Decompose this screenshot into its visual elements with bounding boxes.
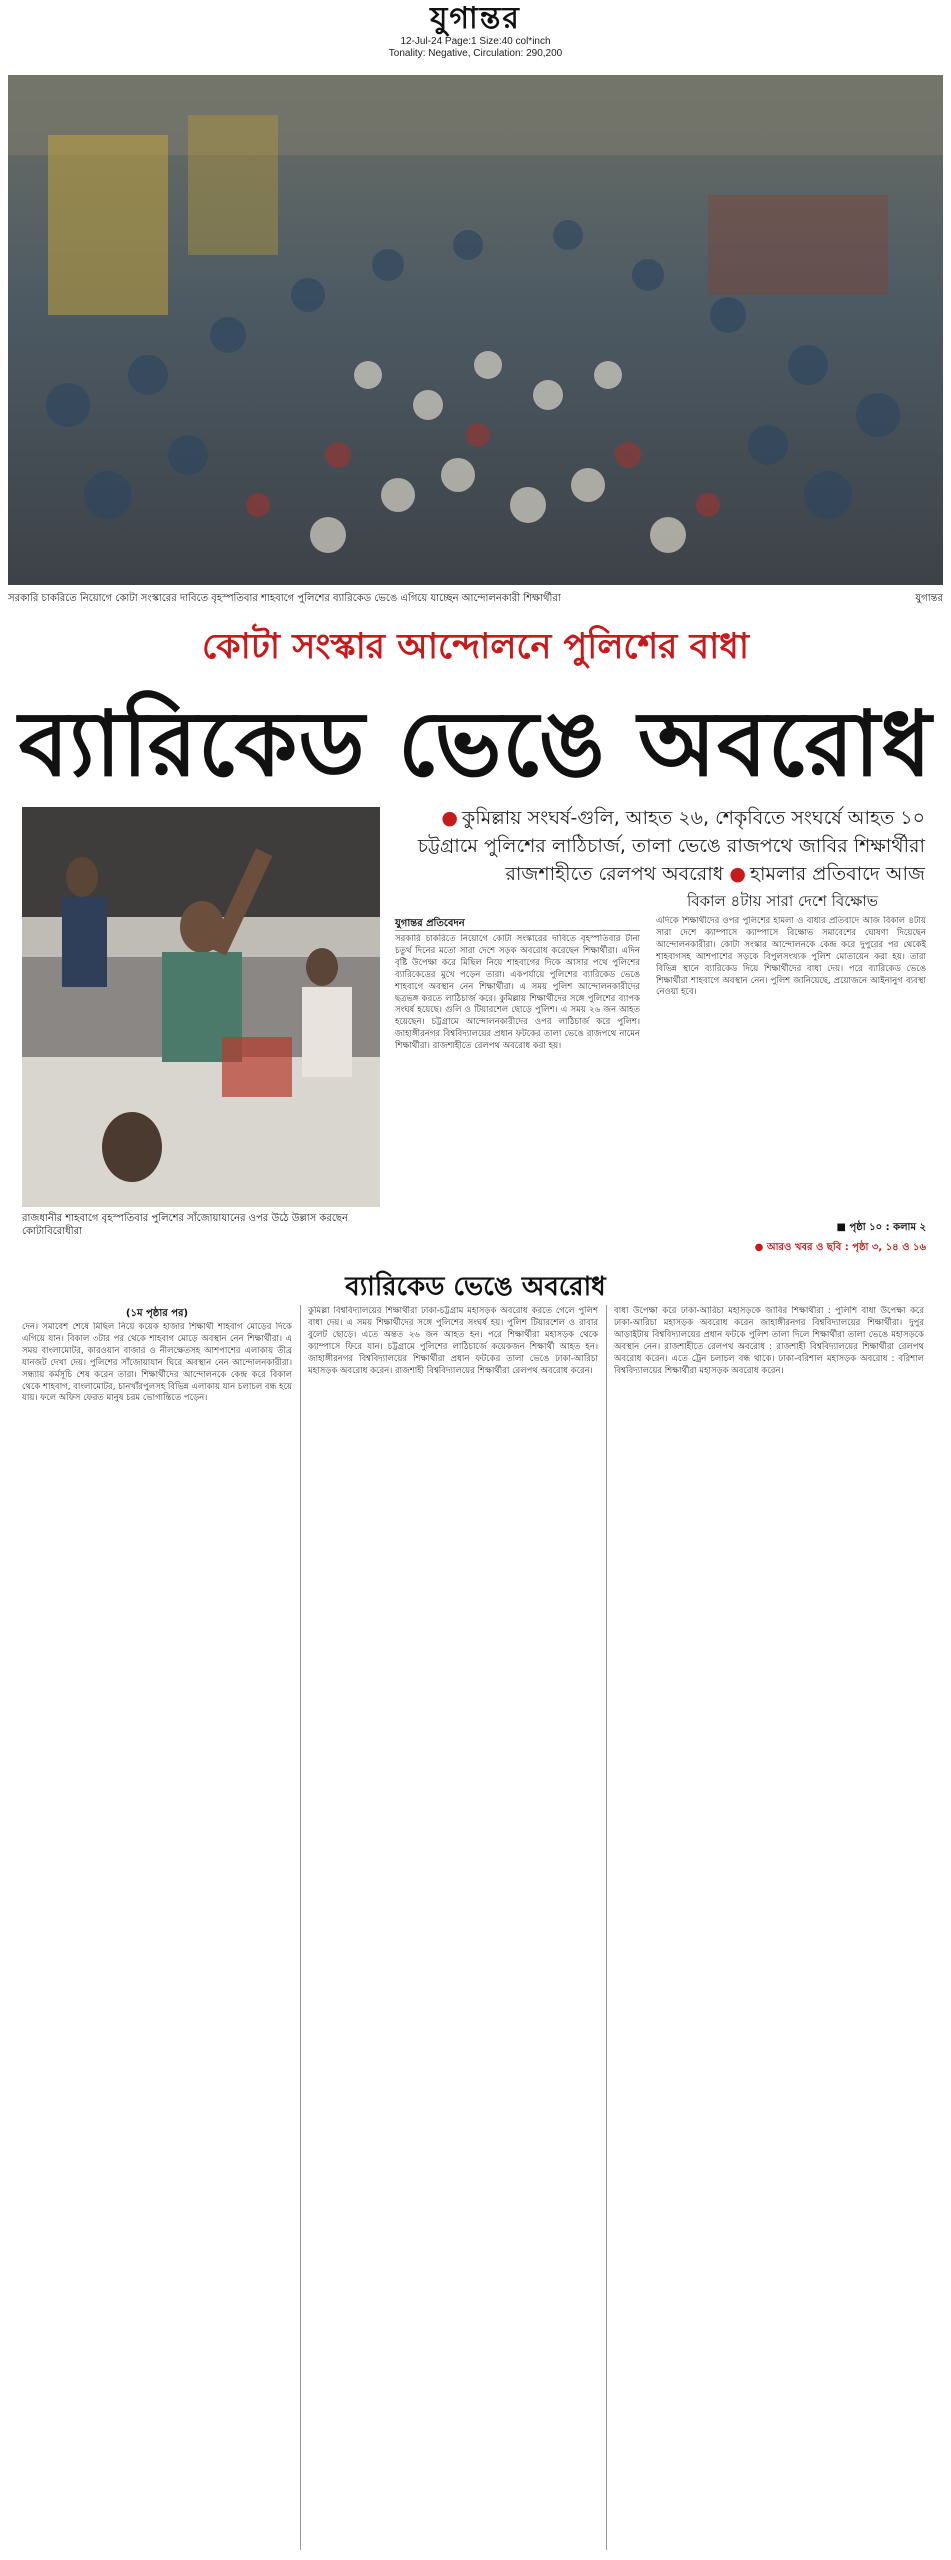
protester-photo-image: [22, 807, 380, 1207]
top-photo-credit: যুগান্তর: [915, 593, 943, 604]
left-photo: [22, 807, 380, 1207]
lead-story-column-2: এদিকে শিক্ষার্থীদের ওপর পুলিশের হামলা ও বাধার প্রতিবাদে আজ বিকাল ৪টায় সারা দেশে ক্যাম্পাসে ক্যাম্পাসে বিক্ষোভ সমাবেশের ঘোষণা দিয়েছেন আন্দোলনকারীরা। কোটা সংস্কার আন্দোলনকে কেন্দ্র করে দুপুরের পর থেকেই শাহবাগসহ আশপাশের সড়কে বিপুলসংখ্যক পুলিশ মোতায়েন করা হয়। তারা বিভিন্ন স্থানে ব্যারিকেড দিয়ে শিক্ষার্থীদের বাধা দেয়। পরে ব্যারিকেড ভেঙে শিক্ষার্থীরা শাহবাগে অবস্থান নেন। পুলিশ জানিয়েছে, প্রয়োজনে আইনানুগ ব্যবস্থা নেওয়া হবে।: [656, 916, 926, 998]
continuation-column-1: দেন। সমাবেশ শেষে মিছিল নিয়ে কয়েক হাজার শিক্ষার্থী শাহবাগ মোড়ের দিকে এগিয়ে যান। বিকাল ৩টার পর থেকে শাহবাগ মোড়ে অবস্থান নেন শিক্ষার্থীরা। এ সময় বাংলামোটর, কারওয়ান বাজার ও নীলক্ষেতসহ আশপাশের এলাকায় তীব্র যানজট দেখা দেয়। পুলিশের সাঁজোয়াযান ঘিরে অবস্থান নেন আন্দোলনকারীরা। সন্ধ্যায় কর্মসূচি শেষ করেন তারা। শিক্ষার্থীদের আন্দোলনকে কেন্দ্র করে বিকাল থেকে শাহবাগ, বাংলামোটর, চানখাঁরপুলসহ বিভিন্ন এলাকায় যান চলাচল বন্ধ হয়ে যায়। ফলে অফিস ফেরত মানুষ চরম ভোগান্তিতে পড়েন।: [22, 1322, 292, 1404]
continuation-from-label: (১ম পৃষ্ঠার পর): [125, 1308, 189, 1319]
column-divider-1: [300, 1305, 301, 2550]
subhead-comilla: ● কুমিল্লায় সংঘর্ষ-গুলি, আহত ২৬, শেকৃবিতে সংঘর্ষে আহত ১০: [441, 807, 925, 829]
more-news-pointer: ● আরও খবর ও ছবি : পৃষ্ঠা ৩, ১৪ ও ১৬: [754, 1242, 926, 1253]
continuation-column-2: কুমিল্লা বিশ্ববিদ্যালয়ের শিক্ষার্থীরা ঢাকা-চট্টগ্রাম মহাসড়ক অবরোধ করতে গেলে পুলিশ বাধা দেয়। এ সময় শিক্ষার্থীদের সঙ্গে পুলিশের সংঘর্ষ হয়। পুলিশ টিয়ারশেল ও রাবার বুলেট ছোড়ে। এতে অন্তত ২৬ জন আহত হন। পরে শিক্ষার্থীরা মহাসড়ক থেকে ক্যাম্পাসে ফিরে যান। চট্টগ্রামে পুলিশের লাঠিচার্জে কয়েকজন শিক্ষার্থী আহত হন। জাহাঙ্গীরনগর বিশ্ববিদ্যালয়ের শিক্ষার্থীরা প্রধান ফটকের তালা ভেঙে ঢাকা-আরিচা মহাসড়ক অবরোধ করেন। রাজশাহী বিশ্ববিদ্যালয়ের শিক্ষার্থীরা রেলপথ অবরোধ করেন।: [308, 1306, 598, 1376]
subhead-chattogram: চট্টগ্রামে পুলিশের লাঠিচার্জ, তালা ভেঙে রাজপথে জাবির শিক্ষার্থীরা: [417, 835, 925, 857]
byline-rule: [395, 930, 640, 931]
column-divider-2: [606, 1305, 607, 2550]
clipping-date-size: 12-Jul-24 Page:1 Size:40 col*inch: [400, 36, 551, 47]
subhead-afternoon-protest: বিকাল ৪টায় সারা দেশে বিক্ষোভ: [687, 892, 878, 910]
lead-story-column-1: সরকারি চাকরিতে নিয়োগে কোটা সংস্কারের দাবিতে বৃহস্পতিবার টানা চতুর্থ দিনের মতো সারা দেশে সড়ক অবরোধ করেছেন শিক্ষার্থীরা। এদিন বৃষ্টি উপেক্ষা করে মিছিল নিয়ে শাহবাগের দিকে আসার পথে পুলিশের ব্যারিকেডের মুখে পড়েন তারা। একপর্যায়ে পুলিশের ব্যারিকেড ভেঙে শাহবাগে অবস্থান নেন শিক্ষার্থীরা। এ সময় পুলিশ আন্দোলনকারীদের ছত্রভঙ্গ করতে লাঠিচার্জ করে। কুমিল্লায় শিক্ষার্থীদের সঙ্গে পুলিশের ব্যাপক সংঘর্ষ হয়েছে। গুলি ও টিয়ারশেল ছোড়ে পুলিশ। এ সময় ২৬ জন আহত হয়েছেন। চট্টগ্রামে আন্দোলনকারীদের ওপর লাঠিচার্জ করে পুলিশ। জাহাঙ্গীরনগর বিশ্ববিদ্যালয়ের প্রধান ফটকের তালা ভেঙে রাজপথে নামেন শিক্ষার্থীরা। রাজশাহীতে রেলপথ অবরোধ করা হয়।: [395, 934, 640, 1052]
continuation-heading: ব্যারিকেড ভেঙে অবরোধ: [345, 1272, 606, 1302]
reporter-byline: যুগান্তর প্রতিবেদন: [395, 918, 465, 929]
masthead: [0, 2, 951, 60]
main-headline: ব্যারিকেড ভেঙে অবরোধ: [18, 692, 933, 797]
clipping-tonality-circulation: Tonality: Negative, Circulation: 290,200: [388, 48, 563, 59]
top-photo: [8, 75, 943, 585]
kicker-headline: কোটা সংস্কার আন্দোলনে পুলিশের বাধা: [201, 627, 750, 667]
top-photo-caption: সরকারি চাকরিতে নিয়োগে কোটা সংস্কারের দাবিতে বৃহস্পতিবার শাহবাগে পুলিশের ব্যারিকেড ভেঙে এগিয়ে যাচ্ছেন আন্দোলনকারী শিক্ষার্থীরা: [8, 593, 561, 604]
newspaper-logo: যুগান্তর: [430, 1, 521, 36]
left-photo-caption: রাজধানীর শাহবাগে বৃহস্পতিবার পুলিশের সাঁজোয়াযানের ওপর উঠে উল্লাস করছেন কোটাবিরোধীরা: [22, 1213, 348, 1237]
continuation-column-3: বাধা উপেক্ষা করে ঢাকা-আরিচা মহাসড়কে জাবির শিক্ষার্থীরা : পুলিশি বাধা উপেক্ষা করে ঢাকা-আরিচা মহাসড়ক অবরোধ করেন জাহাঙ্গীরনগর বিশ্ববিদ্যালয়ের শিক্ষার্থীরা। দুপুর আড়াইটায় বিশ্ববিদ্যালয়ের প্রধান ফটকে পুলিশ তালা দিলে শিক্ষার্থীরা তালা ভেঙে মহাসড়কে অবস্থান নেন। রাজশাহীতে রেলপথ অবরোধ : রাজশাহী বিশ্ববিদ্যালয়ের শিক্ষার্থীরা রেলপথ অবরোধ করেন। এতে ট্রেন চলাচল বন্ধ থাকে। ঢাকা-বরিশাল মহাসড়ক অবরোধ : বরিশাল বিশ্ববিদ্যালয়ের শিক্ষার্থীরা মহাসড়ক অবরোধ করেন।: [614, 1306, 924, 1376]
crowd-photo-image: [8, 75, 943, 585]
subhead-rajshahi-and-protest: রাজশাহীতে রেলপথ অবরোধ ● হামলার প্রতিবাদে আজ: [505, 863, 925, 885]
lead-story-jump: ■ পৃষ্ঠা ১০ : কলাম ২: [836, 1222, 926, 1233]
